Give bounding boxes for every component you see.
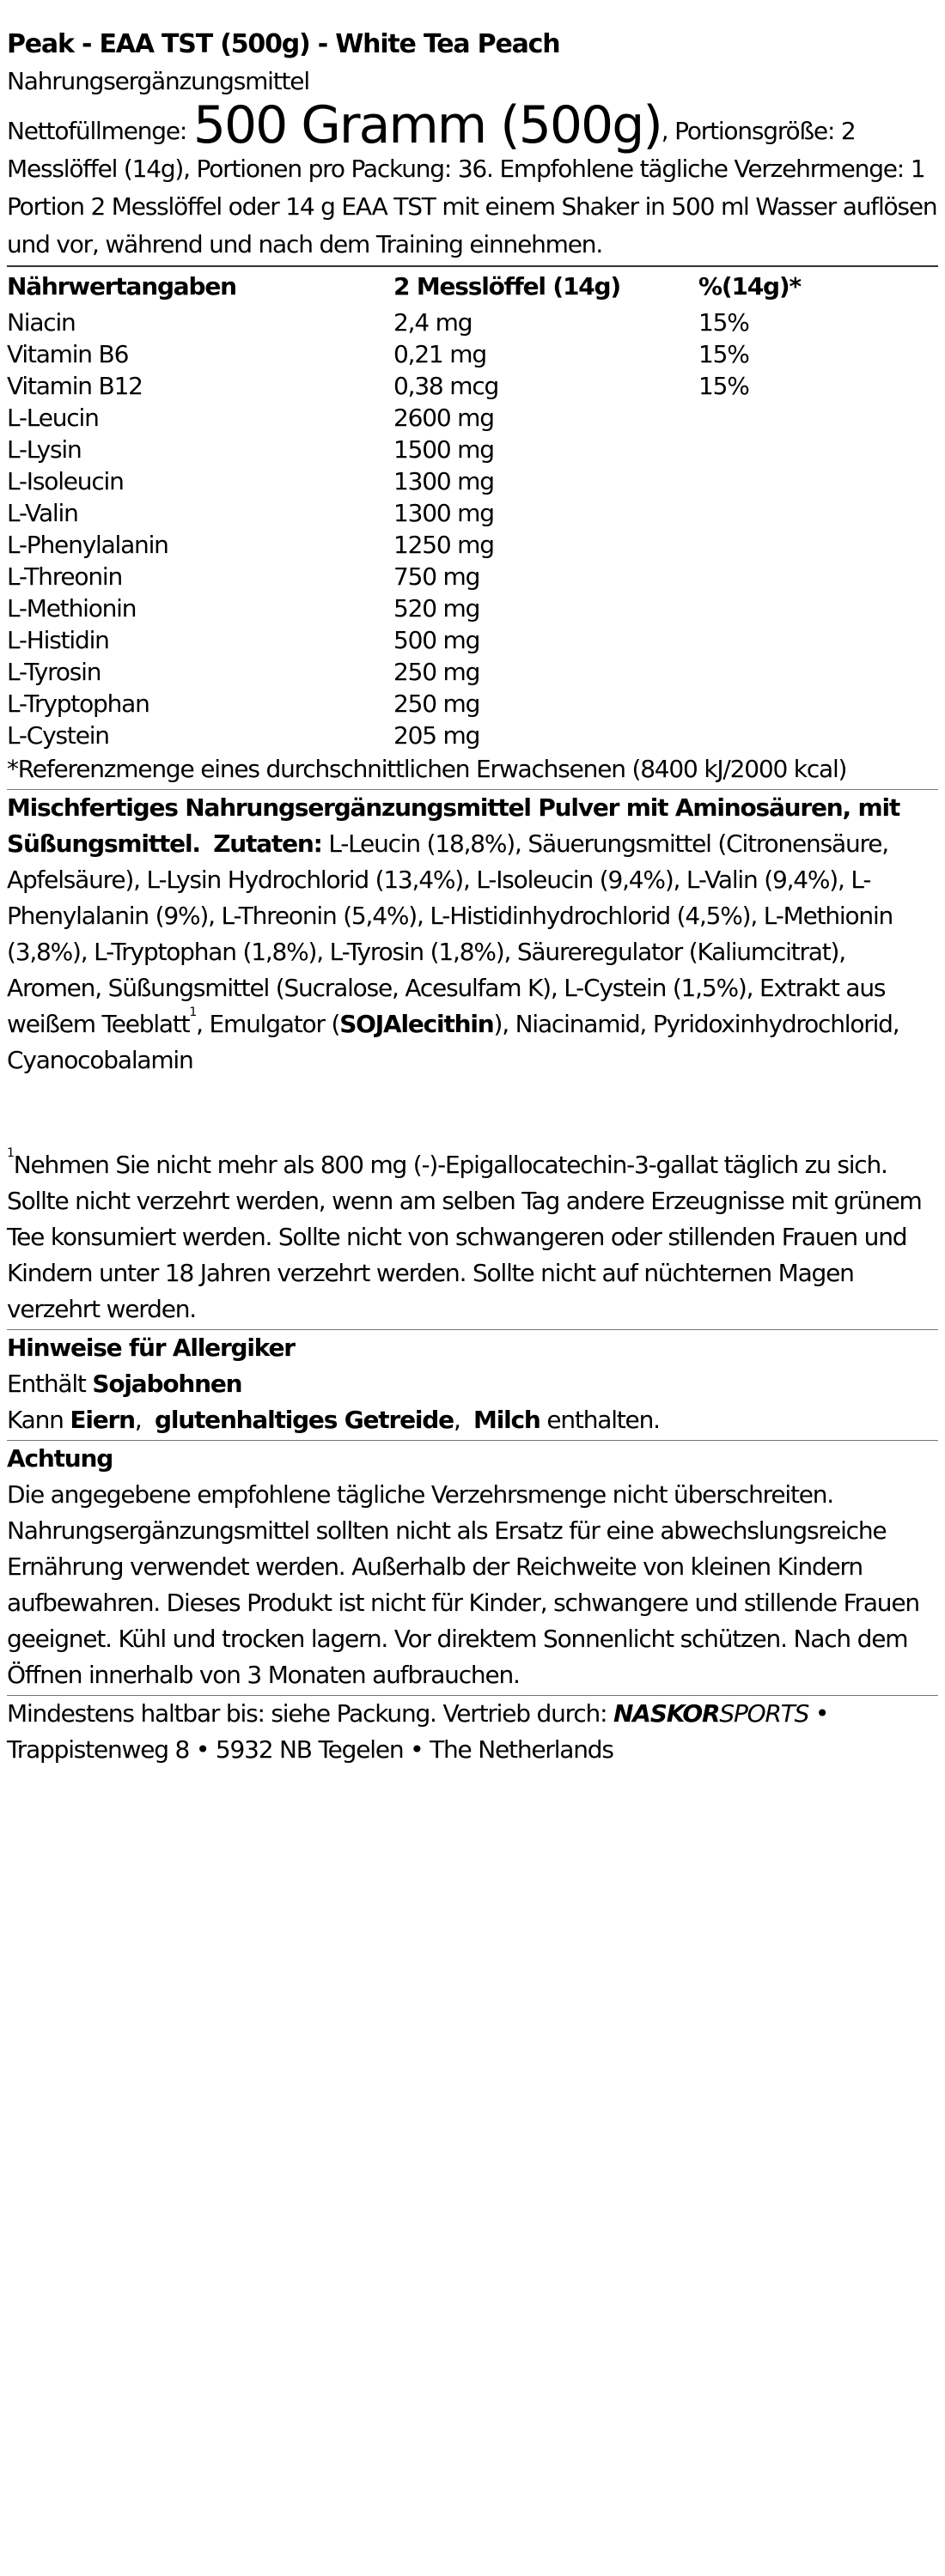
may-end: enthalten. xyxy=(540,1406,660,1434)
nutrient-percent xyxy=(698,624,938,656)
nutrition-row xyxy=(7,465,938,497)
nutrient-percent xyxy=(698,592,938,624)
nutrient-percent xyxy=(698,529,938,561)
nutrient-name: L-Threonin xyxy=(7,562,123,591)
net-amount: 500 Gramm (500g) xyxy=(192,95,662,155)
nutrition-row xyxy=(7,561,938,592)
brand-name-italic: SPORTS xyxy=(719,1699,809,1728)
allergen-milk: Milch xyxy=(473,1406,540,1434)
nutrient-percent: 15% xyxy=(698,308,749,337)
nutrient-amount: 500 mg xyxy=(393,626,480,654)
allergen-gluten: glutenhaltiges Getreide xyxy=(155,1406,454,1434)
nutrient-percent xyxy=(698,402,938,434)
nutrient-name: Vitamin B12 xyxy=(7,372,143,400)
footnote-marker: 1 xyxy=(189,1005,197,1019)
allergy-heading: Hinweise für Allergiker xyxy=(7,1334,295,1362)
nutrient-amount: 2,4 mg xyxy=(393,308,472,337)
header-percent: %(14g)* xyxy=(698,272,801,301)
nutrition-row xyxy=(7,592,938,624)
nutrition-footnote: *Referenzmenge eines durchschnittlichen Erwachsenen (8400 kJ/2000 kcal) xyxy=(7,755,847,783)
warning-heading: Achtung xyxy=(7,1444,113,1473)
nutrient-name: L-Leucin xyxy=(7,404,99,432)
allergen-soy: Sojabohnen xyxy=(92,1370,242,1398)
nutrient-name: L-Histidin xyxy=(7,626,109,654)
header-nutrient: Nährwertangaben xyxy=(7,272,236,301)
nutrient-amount: 1300 mg xyxy=(393,467,494,495)
nutrient-percent xyxy=(698,688,938,720)
nutrition-row xyxy=(7,656,938,688)
nutrient-name: Vitamin B6 xyxy=(7,340,129,368)
nutrient-amount: 750 mg xyxy=(393,562,480,591)
nutrient-percent: 15% xyxy=(698,372,749,400)
header-amount: 2 Messlöffel (14g) xyxy=(393,272,620,301)
nutrient-name: L-Isoleucin xyxy=(7,467,124,495)
nutrient-amount: 0,38 mcg xyxy=(393,372,499,400)
nutrient-name: L-Methionin xyxy=(7,594,137,623)
nutrient-percent: 15% xyxy=(698,340,749,368)
nutrition-row xyxy=(7,307,938,338)
nutrient-name: L-Cystein xyxy=(7,721,109,750)
nutrient-percent xyxy=(698,720,938,751)
nutrient-name: L-Lysin xyxy=(7,435,82,464)
nutrient-amount: 2600 mg xyxy=(393,404,494,432)
brand-name-bold: NASKOR xyxy=(613,1699,720,1728)
ingredients-label: Zutaten: xyxy=(213,829,322,858)
nutrient-percent xyxy=(698,434,938,465)
nutrition-row xyxy=(7,434,938,465)
product-category: Nahrungsergänzungsmittel xyxy=(7,67,309,95)
nutrition-row xyxy=(7,624,938,656)
nutrition-row xyxy=(7,402,938,434)
net-label: Nettofüllmenge: xyxy=(7,117,187,145)
nutrient-percent xyxy=(698,656,938,688)
nutrient-name: Niacin xyxy=(7,308,76,337)
allergy-may-contain: Kann Eiern, glutenhaltiges Getreide, Milch enthalten. xyxy=(7,1406,660,1434)
nutrition-table xyxy=(7,267,938,751)
nutrient-amount: 1250 mg xyxy=(393,531,494,559)
nutrition-row xyxy=(7,720,938,751)
nutrient-name: L-Phenylalanin xyxy=(7,531,168,559)
nutrient-amount: 250 mg xyxy=(393,658,480,686)
nutrition-row xyxy=(7,370,938,402)
warning-text: Die angegebene empfohlene tägliche Verzehrsmenge nicht überschreiten. Nahrungsergänzungsmittel sollten nicht als Ersatz für eine abwechslungsreiche Ernährung verwendet werden. Außerhalb der Reichweite von kleinen Kindern aufbewahren. Dieses Produkt ist nicht für Kinder, schwangere und stillende Frauen geeignet. Kühl und trocken lagern. Vor direktem Sonnenlicht schützen. Nach dem Öffnen innerhalb von 3 Monaten aufbrauchen. xyxy=(7,1480,919,1689)
ingredients-text xyxy=(7,790,938,1078)
footer-address: • Trappistenweg 8 • 5932 NB Tegelen • The Netherlands xyxy=(7,1699,829,1764)
contains-label: Enthält xyxy=(7,1370,93,1398)
allergen-eggs: Eiern xyxy=(70,1406,135,1434)
ingredients-list: L-Leucin (18,8%), Säuerungsmittel (Citronensäure, Apfelsäure), L-Lysin Hydrochlorid (13,4%), L-Isoleucin (9,4%), L-Valin (9,4%), L-Phenylalanin (9%), L-Threonin (5,4%), L-Histidinhydrochlorid (4,5%), L-Methionin (3,8%), L-Tryptophan (1,8%), L-Tyrosin (1,8%), Säureregulator (Kaliumcitrat), Aromen, Süßungsmittel (Sucralose, Acesulfam K), L-Cystein (1,5%), Extrakt aus weißem Teeblatt xyxy=(7,829,893,1038)
ingredients-list-end: ), Niacinamid, Pyridoxinhydrochlorid, Cyanocobalamin xyxy=(7,1010,899,1074)
nutrition-row xyxy=(7,497,938,529)
footer-text: Mindestens haltbar bis: siehe Packung. Vertrieb durch: xyxy=(7,1699,614,1728)
nutrient-amount: 0,21 mg xyxy=(393,340,486,368)
nutrient-amount: 520 mg xyxy=(393,594,480,623)
product-title: Peak - EAA TST (500g) - White Tea Peach xyxy=(7,29,560,59)
footer-distributor xyxy=(7,1696,938,1768)
serving-info: , Portionsgröße: 2 Messlöffel (14g), Portionen pro Packung: 36. Empfohlene tägliche Verzehrmenge: 1 Portion 2 Messlöffel oder 14 g EAA TST mit einem Shaker in 500 ml Wasser auflösen und vor, während und nach dem Training einnehmen. xyxy=(7,117,937,258)
may-label: Kann xyxy=(7,1406,70,1434)
allergen-soy-lecithin: SOJAlecithin xyxy=(339,1010,494,1038)
nutrition-row xyxy=(7,529,938,561)
nutrient-name: L-Valin xyxy=(7,499,78,527)
nutrient-name: L-Tyrosin xyxy=(7,658,101,686)
nutrient-amount: 250 mg xyxy=(393,690,480,718)
note-text: Nehmen Sie nicht mehr als 800 mg (-)-Epigallocatechin-3-gallat täglich zu sich. Sollte nicht verzehrt werden, wenn am selben Tag andere Erzeugnisse mit grünem Tee konsumiert werden. Sollte nicht von schwangeren oder stillenden Frauen und Kindern unter 18 Jahren verzehrt werden. Sollte nicht auf nüchternen Magen verzehrt werden. xyxy=(7,1151,922,1323)
nutrient-percent xyxy=(698,497,938,529)
nutrient-percent xyxy=(698,561,938,592)
nutrient-name: L-Tryptophan xyxy=(7,690,149,718)
nutrition-row xyxy=(7,338,938,370)
nutrient-amount: 1300 mg xyxy=(393,499,494,527)
net-quantity-text xyxy=(7,95,938,264)
footnote-marker: 1 xyxy=(7,1146,14,1160)
ingredients-list-cont: , Emulgator ( xyxy=(196,1010,340,1038)
nutrition-row xyxy=(7,688,938,720)
nutrient-amount: 205 mg xyxy=(393,721,480,750)
ingredients-intro: Mischfertiges Nahrungsergänzungsmittel Pulver mit Aminosäuren, mit Süßungsmittel. xyxy=(7,793,900,858)
nutrient-amount: 1500 mg xyxy=(393,435,494,464)
nutrient-percent xyxy=(698,465,938,497)
green-tea-note xyxy=(7,1147,938,1327)
allergy-contains xyxy=(7,1366,938,1402)
